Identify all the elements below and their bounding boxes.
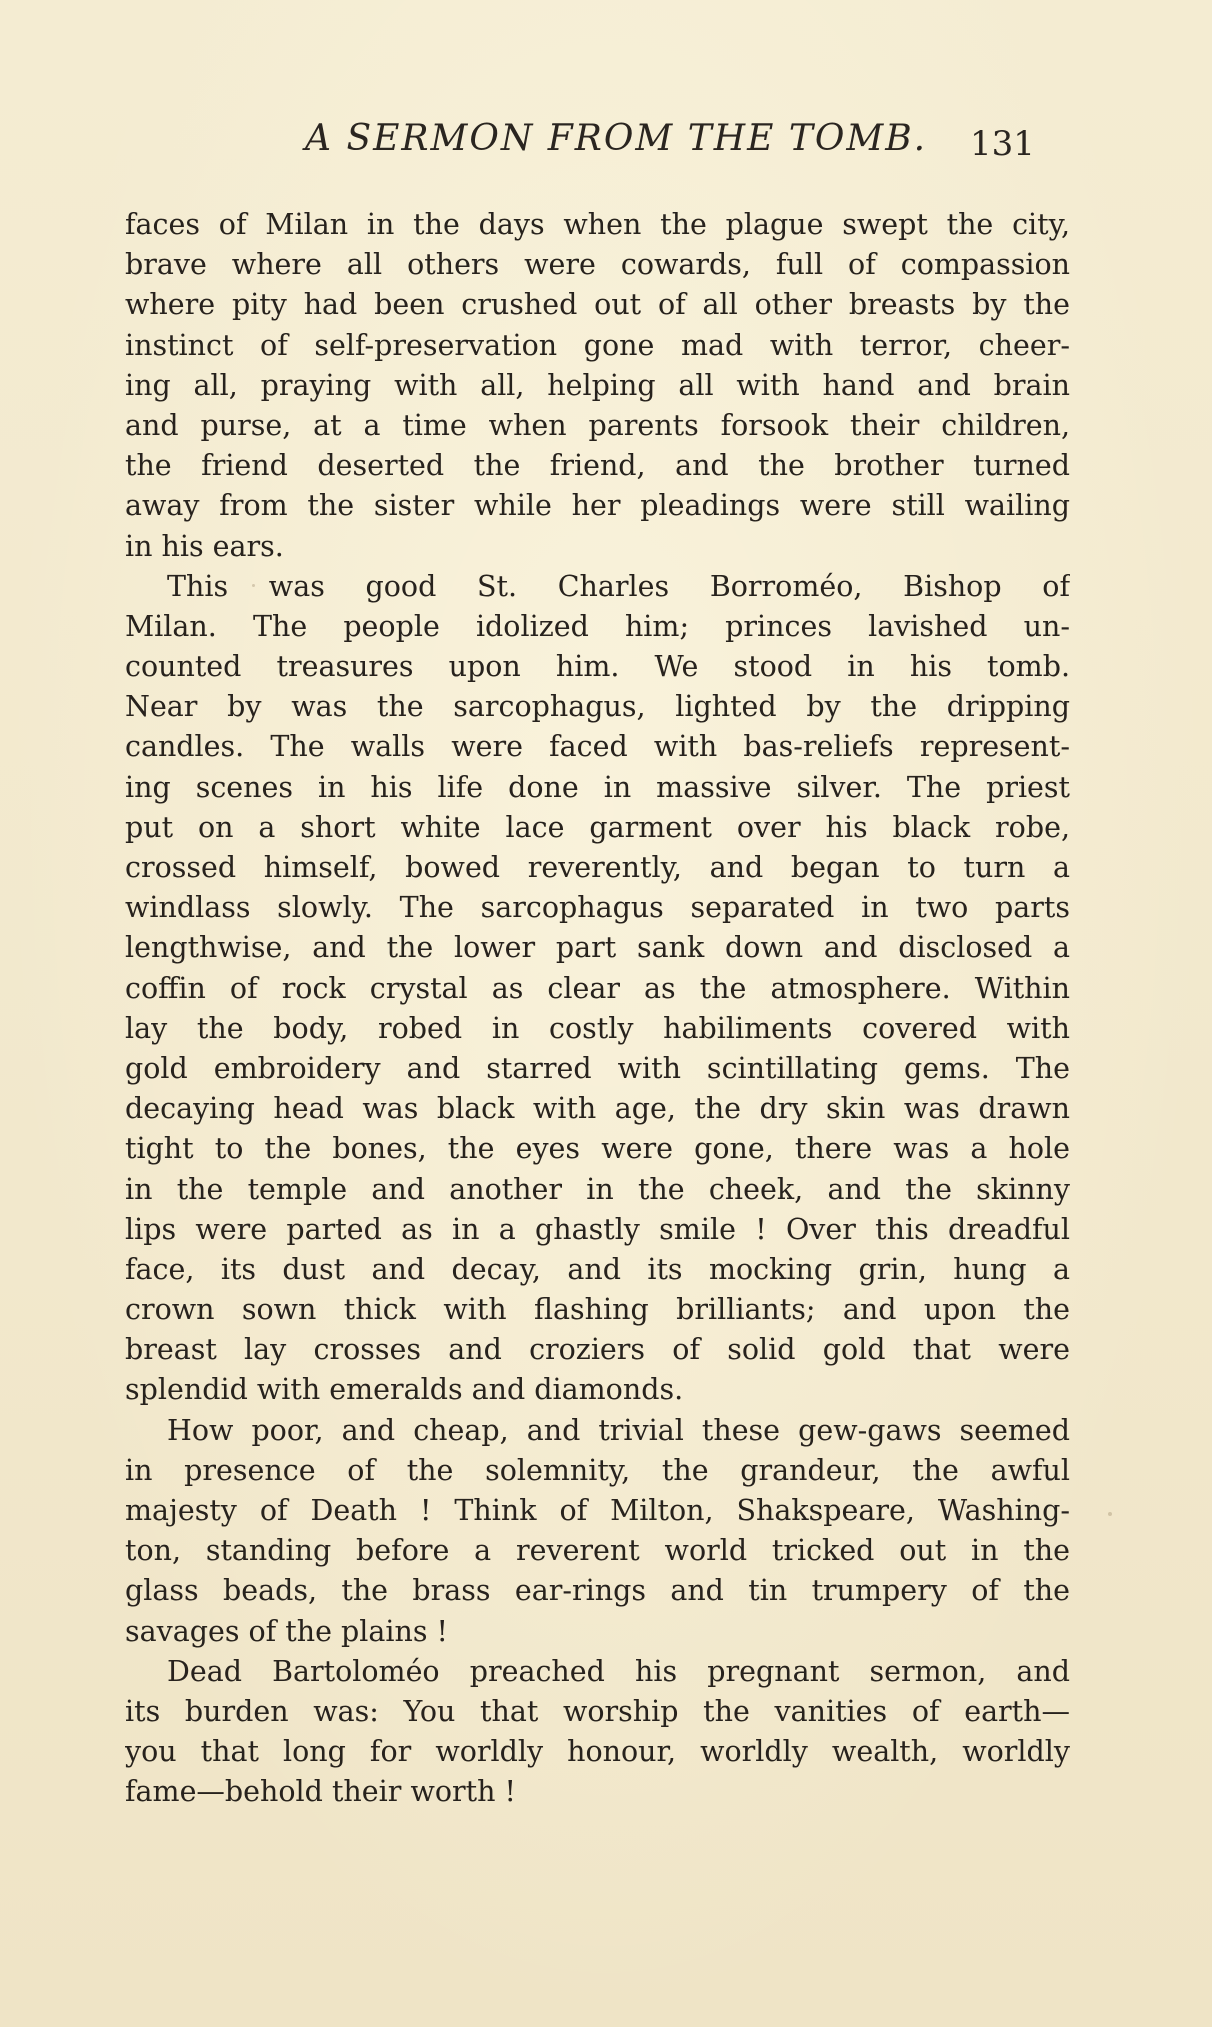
text-line: faces of Milan in the days when the plague swept the city, — [125, 208, 1070, 241]
text-line: coffin of rock crystal as clear as the atmosphere. Within — [125, 971, 1070, 1005]
page-number: 131 — [970, 124, 1035, 164]
text-line: crossed himself, bowed reverently, and began to turn a — [125, 851, 1070, 884]
text-line: splendid with emeralds and diamonds. — [125, 1373, 684, 1407]
body-text — [125, 205, 1070, 1813]
running-head — [130, 118, 1080, 178]
text-line: face, its dust and decay, and its mocking grin, hung a — [125, 1252, 1070, 1286]
paragraph-start-line: Dead Bartoloméo preached his pregnant sermon, and — [167, 1654, 1070, 1688]
text-line: lay the body, robed in costly habiliments covered with — [125, 1011, 1070, 1045]
text-line: ton, standing before a reverent world tricked out in the — [125, 1534, 1070, 1568]
text-line: you that long for worldly honour, worldly wealth, worldly — [125, 1735, 1070, 1769]
text-line: lips were parted as in a ghastly smile ! Over this dreadful — [125, 1212, 1070, 1246]
paper-speck — [1108, 1512, 1112, 1516]
text-line: and purse, at a time when parents forsook their children, — [125, 408, 1070, 442]
paragraph-start-line: This was good St. Charles Borroméo, Bishop of — [167, 569, 1070, 603]
text-line: the friend deserted the friend, and the brother turned — [125, 449, 1070, 483]
text-line: instinct of self-preservation gone mad with terror, cheer- — [125, 328, 1070, 362]
text-line: candles. The walls were faced with bas-reliefs represent- — [125, 730, 1070, 764]
text-line: gold embroidery and starred with scintillating gems. The — [125, 1051, 1070, 1085]
text-line: counted treasures upon him. We stood in his tomb. — [125, 650, 1070, 684]
text-line: ing scenes in his life done in massive silver. The priest — [125, 770, 1070, 804]
paragraph-start-line: How poor, and cheap, and trivial these gew-gaws seemed — [167, 1413, 1070, 1447]
text-line: crown sown thick with flashing brilliants; and upon the — [125, 1293, 1070, 1327]
text-line: in presence of the solemnity, the grandeur, the awful — [125, 1453, 1070, 1487]
text-line: brave where all others were cowards, full of compassion — [125, 248, 1070, 282]
text-line: in his ears. — [125, 529, 284, 563]
text-line: savages of the plains ! — [125, 1614, 448, 1648]
text-line: where pity had been crushed out of all other breasts by the — [125, 288, 1070, 322]
text-line: majesty of Death ! Think of Milton, Shakspeare, Washing- — [125, 1494, 1070, 1527]
text-line: breast lay crosses and croziers of solid gold that were — [125, 1333, 1070, 1367]
text-line: lengthwise, and the lower part sank down and disclosed a — [125, 931, 1070, 965]
text-line: away from the sister while her pleadings were still wailing — [125, 489, 1070, 523]
text-line: put on a short white lace garment over his black robe, — [125, 810, 1070, 844]
text-line: Milan. The people idolized him; princes lavished un- — [125, 609, 1070, 643]
text-line: its burden was: You that worship the vanities of earth— — [125, 1694, 1070, 1728]
text-line: tight to the bones, the eyes were gone, there was a hole — [125, 1132, 1070, 1166]
text-line: glass beads, the brass ear-rings and tin trumpery of the — [125, 1574, 1070, 1608]
paper-speck — [252, 584, 255, 587]
text-line: ing all, praying with all, helping all with hand and brain — [125, 368, 1070, 402]
running-title: A SERMON FROM THE TOMB. — [305, 118, 928, 159]
text-line: in the temple and another in the cheek, and the skinny — [125, 1172, 1070, 1206]
text-line: decaying head was black with age, the dry skin was drawn — [125, 1092, 1070, 1126]
text-line: windlass slowly. The sarcophagus separated in two parts — [125, 891, 1070, 925]
text-line: Near by was the sarcophagus, lighted by the dripping — [125, 690, 1070, 724]
text-line: fame—behold their worth ! — [125, 1775, 516, 1809]
